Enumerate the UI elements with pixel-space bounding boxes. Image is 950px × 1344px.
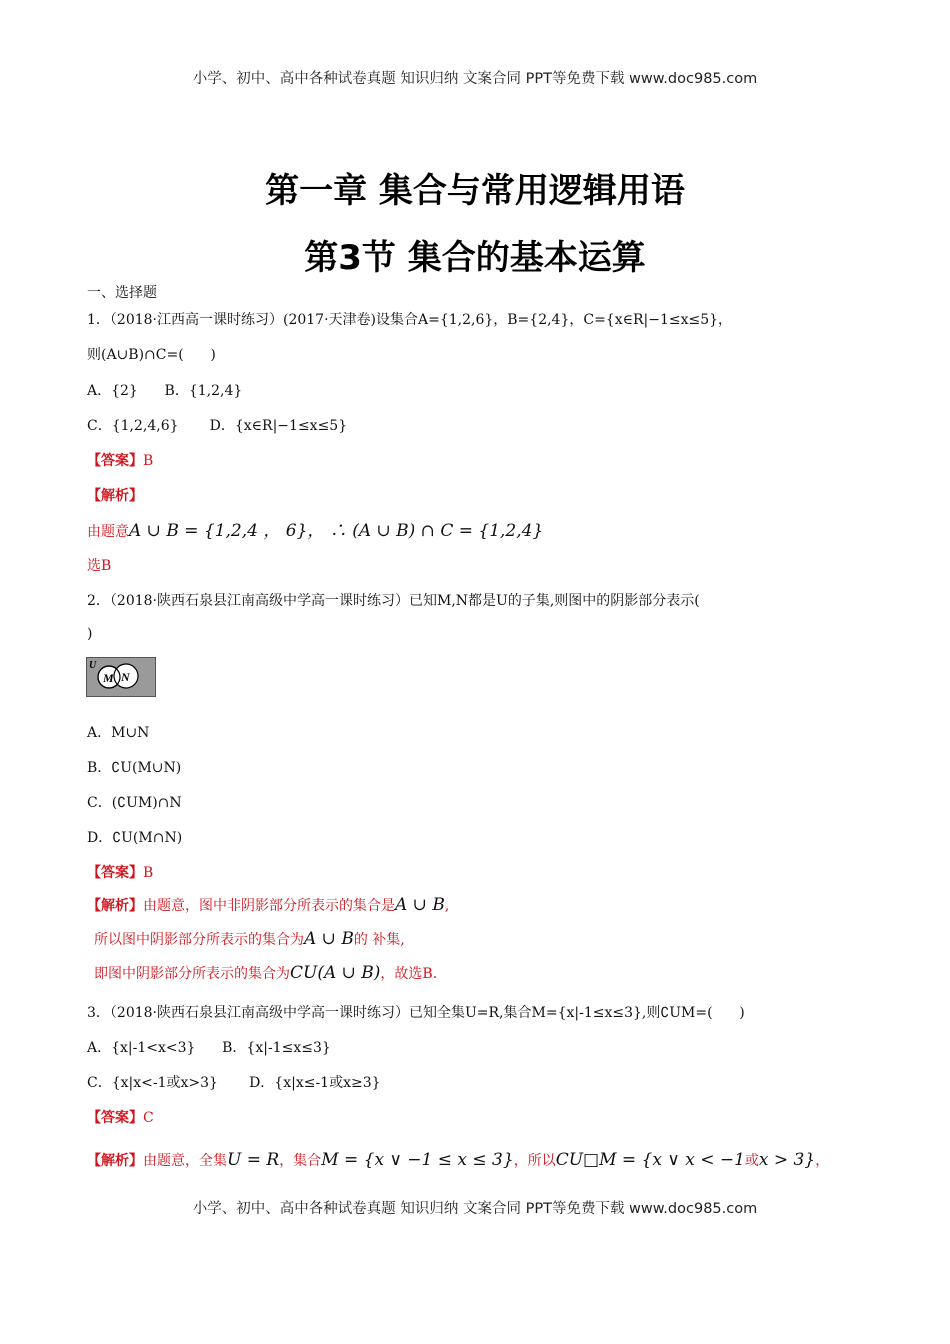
answer-label: 【答案】	[87, 865, 143, 881]
q1-analysis	[87, 516, 543, 541]
q1-answer	[87, 450, 153, 470]
answer-value: B	[143, 453, 154, 469]
q2-stem-line1: 2．（2018·陕西石泉县江南高级中学高一课时练习）已知M,N都是U的子集,则图中的阴影部分表示(	[87, 593, 700, 609]
analysis-formula: CU(A ∪ B)	[290, 963, 381, 983]
analysis-formula: x > 3}	[758, 1150, 816, 1170]
analysis-text: ，所以	[513, 1153, 556, 1169]
analysis-text: 由题意，图中非阴影部分所表示的集合是	[143, 898, 395, 914]
analysis-formula: A ∪ B = {1,2,4 ， 6}， ∴ (A ∪ B) ∩ C = {1,2,4}	[129, 521, 544, 541]
analysis-text: 或	[744, 1153, 759, 1169]
analysis-text: 由题意	[87, 524, 129, 540]
analysis-label: 【解析】	[87, 1153, 143, 1169]
analysis-formula: CU□M = {x ∨ x < −1	[555, 1150, 745, 1170]
answer-value: B	[143, 865, 154, 881]
q3-stem-line1: 3．（2018·陕西石泉县江南高级中学高一课时练习）已知全集U=R,集合M={x|-1≤x≤3},则∁UM=( )	[87, 1005, 745, 1021]
analysis-formula: A ∪ B	[304, 929, 354, 949]
venn-diagram	[86, 657, 156, 697]
analysis-end: ,	[444, 898, 450, 914]
q3-answer	[87, 1107, 154, 1127]
chapter-title: 第一章 集合与常用逻辑用语	[265, 171, 685, 211]
q1-analysis-label	[87, 485, 143, 505]
venn-label-m: M	[103, 671, 114, 685]
q1-stem-line1: 1．（2018·江西高一课时练习）(2017·天津卷)设集合A={1,2,6}，B={2,4}，C={x∈R|−1≤x≤5}，	[87, 312, 733, 328]
q2-analysis-line2	[94, 929, 405, 949]
q3-options-ab: A．{x|-1<x<3} B．{x|-1≤x≤3}	[87, 1040, 331, 1056]
venn-svg	[86, 657, 156, 697]
page-header: 小学、初中、高中各种试卷真题 知识归纳 文案合同 PPT等免费下载 www.doc985.com	[192, 71, 758, 87]
analysis-formula: U = R	[227, 1150, 280, 1170]
answer-label: 【答案】	[87, 1110, 143, 1126]
q2-analysis-line3	[94, 963, 437, 983]
analysis-text: ，	[815, 1153, 830, 1169]
analysis-label: 【解析】	[87, 488, 143, 504]
q2-stem-line2: )	[87, 626, 93, 642]
venn-label-u: U	[89, 660, 97, 671]
analysis-text: 所以图中阴影部分所表示的集合为	[94, 932, 304, 948]
answer-label: 【答案】	[87, 453, 143, 469]
q3-analysis	[87, 1150, 829, 1170]
q3-options-cd: C．{x|x<-1或x>3} D．{x|x≤-1或x≥3}	[87, 1075, 381, 1091]
q1-options-cd: C．{1,2,4,6} D．{x∈R|−1≤x≤5}	[87, 418, 348, 434]
q1-conclusion: 选B	[87, 558, 112, 574]
q1-stem-line2: 则(A∪B)∩C=( )	[87, 347, 216, 363]
q2-option-b: B．∁U(M∪N)	[87, 760, 182, 776]
page-footer: 小学、初中、高中各种试卷真题 知识归纳 文案合同 PPT等免费下载 www.doc985.com	[192, 1201, 758, 1217]
q1-options-ab: A．{2} B．{1,2,4}	[87, 383, 243, 399]
analysis-end: ，故选B.	[380, 966, 438, 982]
q2-option-c: C．(∁UM)∩N	[87, 795, 182, 811]
analysis-formula: M = {x ∨ −1 ≤ x ≤ 3}	[321, 1150, 514, 1170]
venn-label-n: N	[121, 670, 130, 684]
answer-value: C	[143, 1110, 154, 1126]
q2-answer	[87, 862, 153, 882]
q2-analysis-line1	[87, 895, 449, 915]
section-label: 一、选择题	[87, 285, 157, 301]
analysis-text: ，集合	[279, 1153, 322, 1169]
q2-option-a: A．M∪N	[87, 725, 150, 741]
analysis-label: 【解析】	[87, 898, 143, 914]
analysis-text: 即图中阴影部分所表示的集合为	[94, 966, 290, 982]
analysis-end: 的 补集,	[353, 932, 405, 948]
section-title: 第3节 集合的基本运算	[304, 238, 646, 278]
analysis-formula: A ∪ B	[395, 895, 445, 915]
q2-option-d: D．∁U(M∩N)	[87, 830, 183, 846]
analysis-text: 由题意，全集	[143, 1153, 227, 1169]
